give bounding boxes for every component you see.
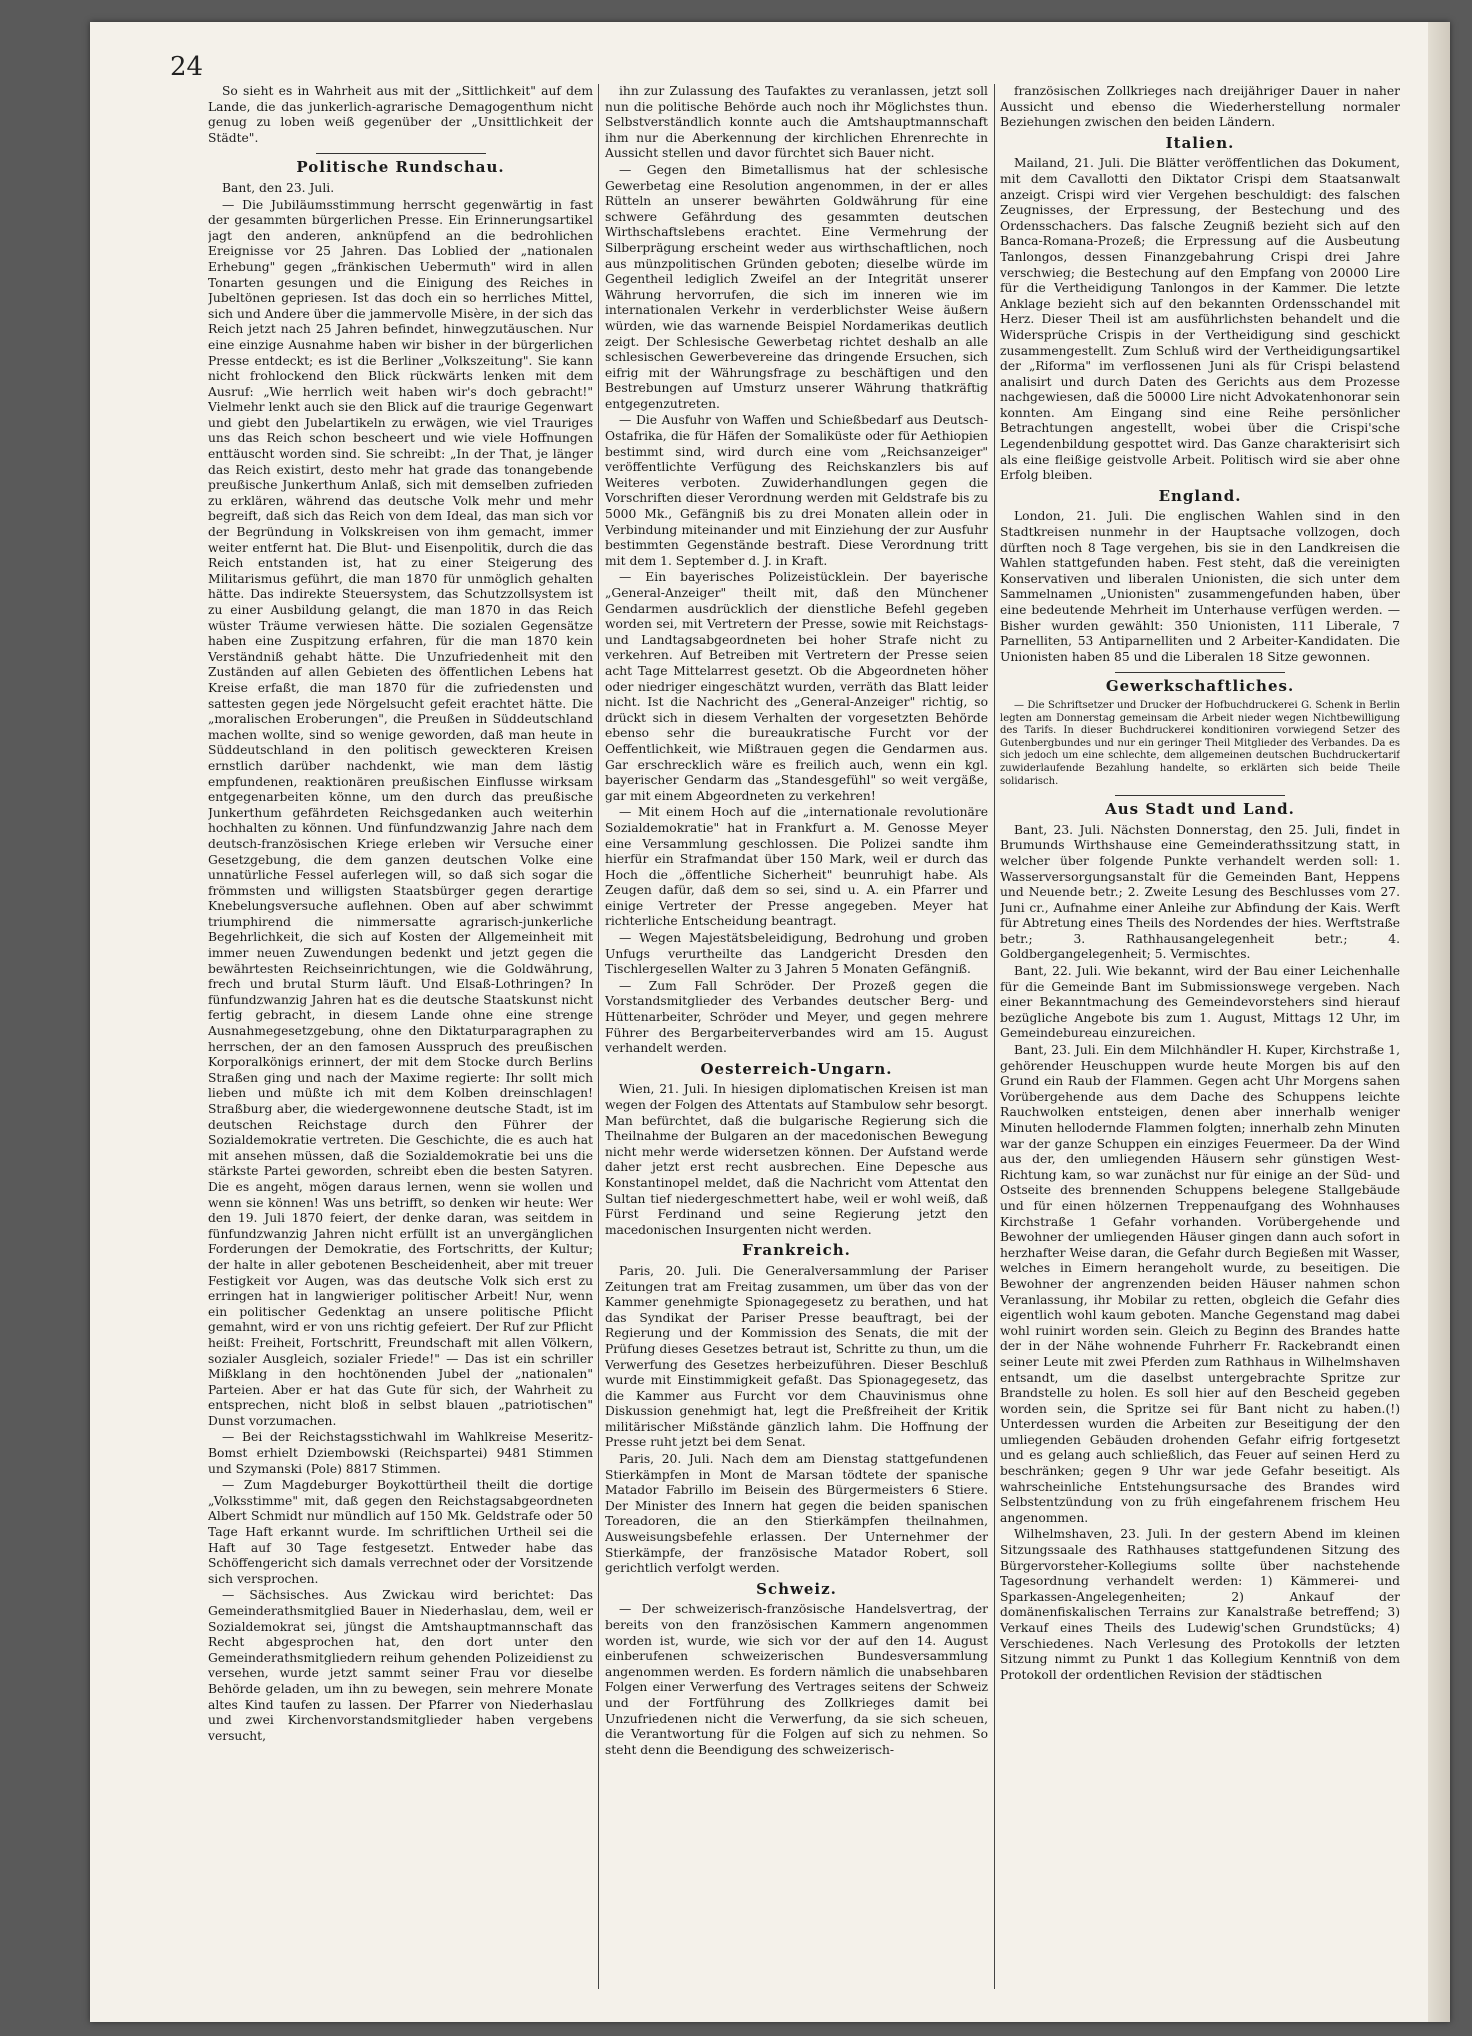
section-heading-local: Aus Stadt und Land. — [1105, 800, 1295, 819]
column-1 — [208, 84, 593, 1989]
article-paragraph: französischen Zollkrieges nach dreijähriger Dauer in naher Aussicht und ebenso die Wiederherstellung normaler Beziehungen zwischen den beiden Ländern. — [1000, 84, 1400, 130]
article-paragraph: — Die Ausfuhr von Waffen und Schießbedarf aus Deutsch-Ostafrika, die für Häfen der Somaliküste oder für Aethiopien bestimmt sind, wird durch eine vom „Reichsanzeiger" veröffentlichte Verfügung des Reichskanzlers bis auf Weiteres verboten. Zuwiderhandlungen gegen die Vorschriften dieser Verordnung werden mit Geldstrafe bis zu 5000 Mk., Gefängniß bis zu drei Monaten allein oder in Verbindung miteinander und mit Einziehung der zur Ausfuhr bestimmten Gegenstände bestraft. Diese Verordnung tritt mit dem 1. September d. J. in Kraft. — [605, 413, 988, 568]
article-paragraph: Paris, 20. Juli. Nach dem am Dienstag stattgefundenen Stierkämpfen in Mont de Marsan tödtete der spanische Matador Fabrillo im Beisein des Bürgermeisters 6 Stiere. Der Minister des Innern hat gegen die beiden spanischen Toreadoren, die an den Stierkämpfen theilnahmen, Ausweisungsbefehle erlassen. Der Unternehmer der Stierkämpfe, der französische Matador Robert, soll gerichtlich verfolgt werden. — [605, 1452, 988, 1576]
page-number: 24 — [170, 52, 204, 82]
article-paragraph: — Die Schriftsetzer und Drucker der Hofbuchdruckerei G. Schenk in Berlin legten am Donnerstag gemeinsam die Arbeit nieder wegen Nichtbewilligung des Tarifs. In dieser Buchdruckerei konditioniren vorwiegend Setzer des Gutenbergbundes und nur ein geringer Theil Mitglieder des Verbandes. Da es sich jedoch um eine schlechte, dem allgemeinen deutschen Buchdruckertarif zuwiderlaufende Bezahlung handelte, so erklärten sich beide Theile solidarisch. — [1000, 699, 1400, 787]
article-paragraph: Wien, 21. Juli. In hiesigen diplomatischen Kreisen ist man wegen der Folgen des Attentats auf Stambulow sehr besorgt. Man befürchtet, daß die bulgarische Regierung sich die Theilnahme der Bulgaren an der macedonischen Bewegung nicht mehr werde widersetzen können. Der Aufstand werde daher jetzt erst recht ausbrechen. Eine Depesche aus Konstantinopel meldet, daß die Nachricht vom Attentat den Sultan tief niedergeschmettert habe, weil er wohl weiß, daß Fürst Ferdinand und seine Regierung jetzt den macedonischen Insurgenten nicht werden. — [605, 1082, 988, 1237]
article-paragraph: London, 21. Juli. Die englischen Wahlen sind in den Stadtkreisen nunmehr in der Hauptsache vollzogen, doch dürften noch 8 Tage vergehen, bis sie in den Landkreisen die Wahlen stattgefunden haben. Fest steht, daß die vereinigten Konservativen und liberalen Unionisten, die sich unter dem Sammelnamen „Unionisten" zusammengefunden haben, über eine bedeutende Mehrheit im Unterhause verfügen werden. — Bisher wurden gewählt: 350 Unionisten, 111 Liberale, 7 Parnelliten, 53 Antiparnelliten und 2 Arbeiter-Kandidaten. Die Unionisten haben 85 und die Liberalen 18 Sitze gewonnen. — [1000, 509, 1400, 664]
article-paragraph: Wilhelmshaven, 23. Juli. In der gestern Abend im kleinen Sitzungssaale des Rathhauses stattgefundenen Sitzung des Bürgervorsteher-Kollegiums sollte über nachstehende Tagesordnung verhandelt werden: 1) Kämmerei- und Sparkassen-Angelegenheiten; 2) Ankauf der domänenfiskalischen Terrains zur Kanalstraße betreffend; 3) Verkauf eines Theils des Ludewig'schen Grundstücks; 4) Verschiedenes. Nach Verlesung des Protokolls der letzten Sitzung nimmt zu Punkt 1 das Kollegium Kenntniß von dem Protokoll der ordentlichen Revision der städtischen — [1000, 1527, 1400, 1682]
article-paragraph: — Bei der Reichstagsstichwahl im Wahlkreise Meseritz-Bomst erhielt Dziembowski (Reichspartei) 9481 Stimmen und Szymanski (Pole) 8817 Stimmen. — [208, 1430, 593, 1476]
section-heading-politics: Politische Rundschau. — [296, 158, 505, 177]
section-heading-switzerland: Schweiz. — [756, 1579, 837, 1598]
separator-line — [316, 153, 486, 154]
article-paragraph: Bant, 23. Juli. Ein dem Milchhändler H. Kuper, Kirchstraße 1, gehörender Heuschuppen wurde heute Morgen bis auf den Grund ein Raub der Flammen. Gegen acht Uhr Morgens sahen Vorübergehende aus dem Dache des Schuppens leichte Rauchwolken entsteigen, denen aber innerhalb weniger Minuten hellodernde Flammen folgten; innerhalb zehn Minuten war der ganze Schuppen ein einziges Feuermeer. Da der Wind aus der, den umliegenden Häusern sehr günstigen West-Richtung kam, so war zunächst nur für einige an der Süd- und Ostseite des brennenden Schuppens belegene Stallgebäude und für einen hölzernen Treppenaufgang des Wohnhauses Kirchstraße 1 Gefahr vorhanden. Vorübergehende und Bewohner der umliegenden Häuser gingen dann auch sofort in herzhafter Weise daran, die Gefahr durch Begießen mit Wasser, welches in Eimern herangeholt wurde, zu beseitigen. Die Bewohner der angrenzenden beiden Häuser nahmen schon Veranlassung, ihr Mobilar zu retten, obgleich die Gefahr dies eigentlich wohl kaum geboten. Manche Gegenstand mag dabei wohl ruinirt worden sein. Gleich zu Beginn des Brandes hatte der in der Nähe wohnende Fuhrherr Fr. Rackebrandt einen seiner Leute mit zwei Pferden zum Rathhaus in Wilhelmshaven entsandt, um die daselbst untergebrachte Spritze zur Brandstelle zu holen. Es soll hier auf den Bescheid gegeben worden sein, die Spritze sei für Bant nicht zu haben.(!) Unterdessen wurden die Arbeiten zur Beseitigung der den umliegenden Gebäuden drohenden Gefahr eifrig fortgesetzt und es gelang auch schließlich, das Feuer auf seinen Herd zu beschränken; gegen 9 Uhr war jede Gefahr beseitigt. Als wahrscheinliche Entstehungsursache des Brandes wird Selbstentzündung von zu früh eingefahrenem frischem Heu angenommen. — [1000, 1043, 1400, 1525]
article-paragraph: — Die Jubiläumsstimmung herrscht gegenwärtig in fast der gesammten bürgerlichen Presse. Ein Erinnerungsartikel jagt den anderen, anknüpfend an die bedrohlichen Ereignisse vor 25 Jahren. Das Loblied der „nationalen Erhebung" gegen „fränkischen Uebermuth" wird in allen Tonarten gesungen und die Einigung des Reiches in Jubeltönen gepriesen. Ist das doch ein so herrliches Mittel, sich und Andere über die jammervolle Misère, in der sich das Reich jetzt nach 25 Jahren befindet, hinwegzutäuschen. Nur eine einzige Ausnahme haben wir bisher in der bürgerlichen Presse entdeckt; es ist die Berliner „Volkszeitung". Sie kann nicht frohlockend den Blick rückwärts lenken mit dem Ausruf: „Wie herrlich weit haben wir's doch gebracht!" Vielmehr lenkt auch sie den Blick auf die traurige Gegenwart und giebt den Jubelartikeln zu erwägen, wie viel Trauriges uns das Reich schon bescheert und wie viele Hoffnungen enttäuscht worden sind. Sie schreibt: „In der That, je länger das Reich existirt, desto mehr hat grade das tonangebende preußische Junkerthum Anlaß, sich mit demselben zufrieden zu erklären, während das deutsche Volk mehr und mehr begreift, daß sich das Reich von dem Ideal, das man sich vor der Begründung in Volkskreisen von ihm gemacht, immer weiter entfernt hat. Die Blut- und Eisenpolitik, durch die das Reich entstanden ist, hat zu einer Steigerung des Militarismus geführt, die man 1870 für unmöglich gehalten hätte. Das indirekte Steuersystem, das Schutzzollsystem ist zu einer Ausbildung gelangt, die man 1870 in das Reich wüster Träume verwiesen hätte. Die sozialen Gegensätze haben eine Zuspitzung erfahren, für die man 1870 kein Verständniß gehabt hätte. Die Unzufriedenheit mit den Zuständen auf allen Gebieten des öffentlichen Lebens hat Kreise erfaßt, die man 1870 für die zufriedensten und sattesten gegen jede Nörgelsucht gefeit erachtet hätte. Die „moralischen Eroberungen", die Preußen in Süddeutschland machen wollte, sind so wenige geworden, daß man heute in Süddeutschland in den politisch geweckteren Kreisen ernstlich darüber nachdenkt, wie man dem lästig empfundenen, reaktionären preußischen Einflusse wirksam entgegenarbeiten könne, um den durch das preußische Junkerthum gefährdeten Reichsgedanken auch weiterhin hochhalten zu können. Und fünfundzwanzig Jahre nach dem deutsch-französischen Kriege erleben wir Versuche einer Gesetzgebung, die dem ganzen deutschen Volke eine unnatürliche Fessel auferlegen will, so daß sich sogar die frömmsten und willigsten Staatsbürger gegen derartige Knebelungsversuche auflehnen. Oben auf aber schwimmt triumphirend die nimmersatte agrarisch-junkerliche Begehrlichkeit, die sich auf Kosten der Allgemeinheit mit immer neuen Zuwendungen bedenkt und jetzt gegen die bewährtesten Reichseinrichtungen, wie die Goldwährung, frech und brutal Sturm läuft. Und Elsaß-Lothringen? In fünfundzwanzig Jahren hat es die deutsche Staatskunst nicht fertig gebracht, in diesem Lande ohne eine strenge Ausnahmegesetzgebung, ohne den Diktaturparagraphen zu herrschen, der an den famosen Ausspruch des preußischen Korporalkönigs erinnert, der mit dem Stocke durch Berlins Straßen ging und nach der Maxime regierte: Ihr sollt mich lieben und müßte ich mit dem Kolben dreinschlagen! Straßburg aber, die wiedergewonnene deutsche Stadt, ist im deutschen Reichstage durch den Führer der Sozialdemokratie vertreten. Die Geschichte, die es auch hat mit ansehen müssen, daß die Sozialdemokratie bei uns die stärkste Partei geworden, schreibt eben die besten Satyren. Die es angeht, mögen daraus lernen, wenn sie wollen und wenn sie können! Was uns betrifft, so denken wir heute: Wer den 19. Juli 1870 feiert, der denke daran, was seitdem in fünfundzwanzig Jahren nicht erfüllt ist an unvergänglichen Forderungen der Demokratie, des Fortschritts, der Kultur; der halte in aller gebotenen Bescheidenheit, aber mit treuer Festigkeit vor Augen, was das deutsche Volk sich erst zu erringen hat in langwieriger politischer Arbeit! Nur, wenn ein politischer Gedenktag an unsere politische Pflicht gemahnt, wird er von uns richtig gefeiert. Der Ruf zur Pflicht heißt: Freiheit, Fortschritt, Freundschaft mit allen Völkern, sozialer Ausgleich, sozialer Friede!" — Das ist ein schriller Mißklang in den hochtönenden Jubel der „nationalen" Parteien. Aber er hat das Gute für sich, der Wahrheit zu entsprechen, nicht bloß in selbst blauen „patriotischen" Dunst vorzumachen. — [208, 197, 593, 1428]
article-paragraph: — Der schweizerisch-französische Handelsvertrag, der bereits von den französischen Kammern angenommen worden ist, wurde, wie sich vor der auf den 14. August einberufenen schweizerischen Bundesversammlung angenommen werden. Es fordern nämlich die unabsehbaren Folgen einer Verwerfung des Vertrages seitens der Schweiz und der Fortführung des Zollkrieges damit bei Unzufriedenen nicht die Verwerfung, da sie sich scheuen, die Verantwortung für die Folgen auf sich zu nehmen. So steht denn die Beendigung des schweizerisch- — [605, 1602, 988, 1757]
column-2 — [605, 84, 988, 1989]
article-paragraph: — Zum Magdeburger Boykottürtheil theilt die dortige „Volksstimme" mit, daß gegen den Reichstagsabgeordneten Albert Schmidt nur mündlich auf 150 Mk. Geldstrafe oder 50 Tage Haft erkannt wurde. Im schriftlichen Urtheil sei die Haft auf 30 Tage festgesetzt. Entweder habe das Schöffengericht sich damals verrechnet oder der Vorsitzende sich versprochen. — [208, 1478, 593, 1586]
article-paragraph: — Gegen den Bimetallismus hat der schlesische Gewerbetag eine Resolution angenommen, in der er alles Rütteln an unserer bewährten Goldwährung für eine schwere Gefährdung des gesammten deutschen Wirthschaftslebens erachtet. Eine Vermehrung der Silberprägung erscheint weder aus wirthschaftlichen, noch aus münzpolitischen Gründen geboten; dieselbe würde im Gegentheil lediglich Zweifel an der Integrität unserer Währung hervorrufen, die sich im inneren wie im internationalen Verkehr in verderblichster Weise äußern würden, wie das warnende Beispiel Nordamerikas deutlich zeigt. Der Schlesische Gewerbetag richtet deshalb an alle schlesischen Gewerbevereine das dringende Ersuchen, sich eifrig mit der Währungsfrage zu beschäftigen und den Bestrebungen auf Umsturz unserer Währung thatkräftig entgegenzutreten. — [605, 162, 988, 411]
article-paragraph: Bant, 23. Juli. Nächsten Donnerstag, den 25. Juli, findet in Brumunds Wirthshause eine Gemeinderathssitzung statt, in welcher über folgende Punkte verhandelt werden soll: 1. Wasserversorgungsanstalt für die Gemeinden Bant, Heppens und Neuende betr.; 2. Zweite Lesung des Beschlusses vom 27. Juni cr., Aufnahme einer Anleihe zur Abfindung der Kais. Werft für Abtretung eines Theils des Nordendes der hies. Werftstraße betr.; 3. Rathhausangelegenheit betr.; 4. Goldbergangelegenheit; 5. Vermischtes. — [1000, 822, 1400, 962]
column-divider — [598, 84, 599, 1989]
separator-line — [1115, 672, 1285, 673]
dateline: Bant, den 23. Juli. — [222, 180, 335, 195]
page-edge-shadow — [1428, 22, 1450, 2022]
section-heading-england: England. — [1158, 486, 1242, 505]
article-paragraph: — Zum Fall Schröder. Der Prozeß gegen die Vorstandsmitglieder des Verbandes deutscher Berg- und Hüttenarbeiter, Schröder und Meyer, und gegen mehrere Führer des Bergarbeiterverbandes wird am 15. August verhandelt werden. — [605, 978, 988, 1056]
column-divider — [994, 84, 995, 1989]
separator-line — [1115, 795, 1285, 796]
column-3 — [1000, 84, 1400, 1989]
article-paragraph: Mailand, 21. Juli. Die Blätter veröffentlichen das Dokument, mit dem Cavallotti den Diktator Crispi dem Staatsanwalt anzeigt. Crispi wird vier Vergehen beschuldigt: des falschen Zeugnisses, der Erpressung, der Bestechung und des Ordensschachers. Das falsche Zeugniß bezieht sich auf den Banca-Romana-Prozeß; die Erpressung auf die Ausbeutung Tanlongos, dessen Finanzgebahrung Crispi drei Jahre verschwieg; die Bestechung auf den Empfang von 20000 Lire für die Vertheidigung Tanlongos in der Kammer. Die letzte Anklage bezieht sich auf den bekannten Ordensschandel mit Herz. Dieser Theil ist am ausführlichsten behandelt und die Widersprüche Crispis in der Vertheidigung sind geschickt zusammengestellt. Zum Schluß wird der Vertheidigungsartikel der „Riforma" im verflossenen Juni als für Crispi belastend analisirt und durch Daten des Gerichts aus dem Prozesse nachgewiesen, daß die 50000 Lire nicht Advokatenhonorar sein konnten. Am Eingang sind eine Reihe persönlicher Betrachtungen angestellt, wobei über die Crispi'sche Legendenbildung gespottet wird. Das Ganze charakterisirt sich als eine fleißige geistvolle Arbeit. Politisch wird sie aber ohne Erfolg bleiben. — [1000, 156, 1400, 483]
article-paragraph: — Wegen Majestätsbeleidigung, Bedrohung und groben Unfugs verurtheilte das Landgericht Dresden den Tischlergesellen Walter zu 3 Jahren 5 Monaten Gefängniß. — [605, 931, 988, 977]
section-heading-italy: Italien. — [1165, 133, 1235, 152]
article-paragraph: — Mit einem Hoch auf die „internationale revolutionäre Sozialdemokratie" hat in Frankfurt a. M. Genosse Meyer eine Versammlung geschlossen. Die Polizei sandte ihm hierfür ein Strafmandat über 150 Mark, weil er durch das Hoch die „öffentliche Sicherheit" beunruhigt habe. Als Zeugen dafür, daß dem so sei, sind u. A. ein Pfarrer und einige Vertreter der Presse angegeben. Meyer hat richterliche Entscheidung beantragt. — [605, 805, 988, 929]
article-paragraph: ihn zur Zulassung des Taufaktes zu veranlassen, jetzt soll nun die politische Behörde auch noch ihr Möglichstes thun. Selbstverständlich konnte auch die Amtshauptmannschaft ihm nur die Aberkennung der kirchlichen Ehrenrechte in Aussicht stellen und davor fürchtet sich Bauer nicht. — [605, 84, 988, 161]
section-heading-austria: Oesterreich-Ungarn. — [700, 1059, 893, 1078]
section-heading-unions: Gewerkschaftliches. — [1105, 677, 1295, 696]
article-paragraph: Bant, 22. Juli. Wie bekannt, wird der Bau einer Leichenhalle für die Gemeinde Bant im Submissionswege vergeben. Nach einer Bekanntmachung des Gemeindevorstehers sind hierauf bezügliche Angebote bis zum 1. August, Mittags 12 Uhr, im Gemeindebureau einzureichen. — [1000, 964, 1400, 1041]
text-columns — [208, 84, 1408, 1989]
article-paragraph: So sieht es in Wahrheit aus mit der „Sittlichkeit" auf dem Lande, die das junkerlich-agrarische Demagogenthum nicht genug zu loben weiß gegenüber der „Unsittlichkeit der Städte". — [208, 84, 593, 145]
article-paragraph: — Ein bayerisches Polizeistücklein. Der bayerische „General-Anzeiger" theilt mit, daß den Münchener Gendarmen ausdrücklich der dienstliche Befehl gegeben worden sei, mit Vertretern der Presse, sowie mit Reichstags- und Landtagsabgeordneten bei hoher Strafe nicht zu verkehren. Auf Betreiben mit Vertretern der Presse seien acht Tage Mittelarrest gesetzt. Ob die Abgeordneten höher oder niedriger eingeschätzt wurden, verräth das Blatt leider nicht. Ist die Nachricht des „General-Anzeiger" richtig, so drückt sich in diesem Verhalten der vorgesetzten Behörde ebenso sehr die bureaukratische Furcht vor der Oeffentlichkeit, wie Mißtrauen gegen die Gendarmen aus. Gar erschrecklich wäre es freilich auch, wenn ein kgl. bayerischer Gendarm das „Standesgefühl" so weit vergäße, gar mit einem Abgeordneten zu verkehren! — [605, 570, 988, 803]
article-paragraph: — Sächsisches. Aus Zwickau wird berichtet: Das Gemeinderathsmitglied Bauer in Niederhaslau, dem, weil er Sozialdemokrat sei, jüngst die Amtshauptmannschaft das Recht abgesprochen hat, den dort unter den Gemeinderathsmitgliedern reihum gehenden Polizeidienst zu versehen, wurde jetzt sammt seiner Frau vor dieselbe Behörde geladen, um ihn zu bewegen, sein mehrere Monate altes Kind taufen zu lassen. Der Pfarrer von Niederhaslau und zwei Kirchenvorstandsmitglieder haben vergebens versucht, — [208, 1588, 593, 1743]
section-heading-france: Frankreich. — [742, 1241, 851, 1260]
article-paragraph: Paris, 20. Juli. Die Generalversammlung der Pariser Zeitungen trat am Freitag zusammen, um über das von der Kammer genehmigte Spionagegesetz zu berathen, und hat das Syndikat der Pariser Presse beauftragt, bei der Regierung und der Kommission des Senats, die mit der Prüfung dieses Gesetzes betraut ist, Schritte zu thun, um die Verwerfung des Gesetzes herbeizuführen. Dieser Beschluß wurde mit Einstimmigkeit gefaßt. Das Spionagegesetz, das die Kammer aus Furcht vor dem Chauvinismus ohne Diskussion genehmigt hat, legt die Preßfreiheit der Kritik militärischer Mißstände gänzlich lahm. Die Hoffnung der Presse ruht jetzt bei dem Senat. — [605, 1263, 988, 1450]
newspaper-page — [90, 22, 1450, 2022]
